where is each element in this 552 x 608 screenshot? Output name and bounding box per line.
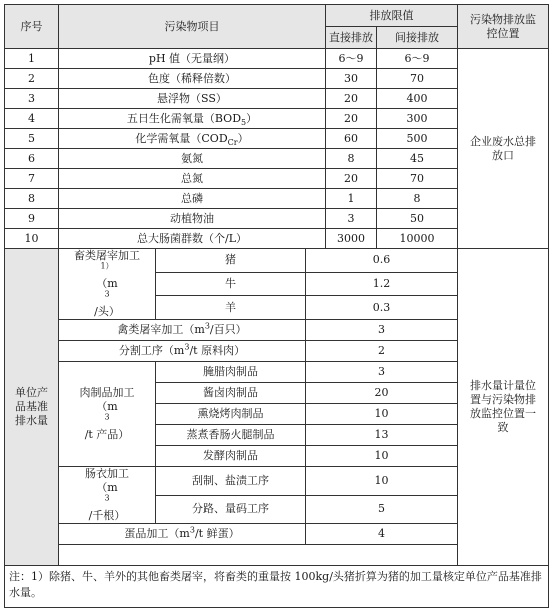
subitem-value: 3 [306,362,458,383]
subitem-name: 牛 [156,272,306,296]
discharge-limits-table [4,4,549,608]
subitem-value: 20 [306,383,458,404]
pollutant-name: 悬浮物（SS） [59,89,326,109]
direct-limit: 60 [326,129,377,149]
cutting-label: 分割工序（$m^3/t$ 原料肉） [59,341,306,362]
row-number: 5 [5,129,59,149]
pollutant-monitor-location: 企业废水总排 放口 [458,49,549,249]
pollutant-name: 总磷 [59,189,326,209]
subitem-name: 刮制、盐渍工序 [156,467,306,496]
pollutant-name: 总氮 [59,169,326,189]
direct-limit: 3000 [326,229,377,249]
direct-limit: 3 [326,209,377,229]
unit-section-label: 单位产 品基准 排水量 [5,249,59,566]
eggs-value: 4 [306,524,458,545]
subitem-value: 13 [306,425,458,446]
pollutant-name: 化学需氧量$(COD_{Cr})$ [59,129,326,149]
livestock-group-label: 畜类屠宰加工 $^{1)}$ （m $^3$ /头） [59,249,156,320]
header-direct: 直接排放 [326,27,377,49]
row-number: 4 [5,109,59,129]
note-row [5,566,549,608]
subitem-value: 0.6 [306,249,458,273]
table-footnote: 注：1）除猪、牛、羊外的其他畜类屠宰，将畜类的重量按 100kg/头猪折算为猪的加工量核定单位产品基准排水量。 [5,566,549,608]
subitem-name: 羊 [156,296,306,320]
indirect-limit: 45 [377,149,458,169]
pollutant-name: 总大肠菌群数（个/L） [59,229,326,249]
unit-monitor-location: 排水量计量位 置与污染物排 放监控位置一 致 [458,249,549,566]
indirect-limit: 8 [377,189,458,209]
subitem-name: 熏烧烤肉制品 [156,404,306,425]
subitem-name: 发酵肉制品 [156,446,306,467]
direct-limit: 20 [326,89,377,109]
row-number: 2 [5,69,59,89]
row-number: 3 [5,89,59,109]
row-number: 7 [5,169,59,189]
poultry-value: 3 [306,320,458,341]
pollutant-row [5,49,549,69]
indirect-limit: 70 [377,69,458,89]
header-row-1 [5,5,549,27]
indirect-limit: 50 [377,209,458,229]
meat-products-group-label: 肉制品加工 （m $^3$ /t 产品） [59,362,156,467]
subitem-name: 分路、量码工序 [156,495,306,524]
subitem-name: 蒸煮香肠火腿制品 [156,425,306,446]
indirect-limit: 6～9 [377,49,458,69]
subitem-value: 5 [306,495,458,524]
subitem-name: 腌腊肉制品 [156,362,306,383]
poultry-label: 禽类屠宰加工（$m^3/$百只） [59,320,306,341]
indirect-limit: 500 [377,129,458,149]
cutting-value: 2 [306,341,458,362]
pollutant-name: 动植物油 [59,209,326,229]
pollutant-name: 色度（稀释倍数） [59,69,326,89]
subitem-name: 酱卤肉制品 [156,383,306,404]
header-indirect: 间接排放 [377,27,458,49]
indirect-limit: 70 [377,169,458,189]
blank-cell [59,545,458,566]
subitem-value: 10 [306,467,458,496]
unit-row-livestock-pig [5,249,549,273]
casing-group-label: 肠衣加工 （m $^3$ /千根） [59,467,156,524]
subitem-name: 猪 [156,249,306,273]
row-number: 8 [5,189,59,209]
header-seq: 序号 [5,5,59,49]
pollutant-name: 五日生化需氧量$(BOD_5)$ [59,109,326,129]
direct-limit: 20 [326,109,377,129]
direct-limit: 30 [326,69,377,89]
eggs-label: 蛋品加工（$m^3/t$ 鲜蛋） [59,524,306,545]
subitem-value: 10 [306,446,458,467]
subitem-value: 0.3 [306,296,458,320]
row-number: 1 [5,49,59,69]
row-number: 10 [5,229,59,249]
indirect-limit: 400 [377,89,458,109]
indirect-limit: 300 [377,109,458,129]
indirect-limit: 10000 [377,229,458,249]
subitem-value: 10 [306,404,458,425]
header-pollutant: 污染物项目 [59,5,326,49]
direct-limit: 6～9 [326,49,377,69]
pollutant-name: pH 值（无量纲） [59,49,326,69]
header-limit: 排放限值 [326,5,458,27]
direct-limit: 8 [326,149,377,169]
subitem-value: 1.2 [306,272,458,296]
pollutant-name: 氨氮 [59,149,326,169]
direct-limit: 20 [326,169,377,189]
row-number: 9 [5,209,59,229]
header-monitor: 污染物排放监 控位置 [458,5,549,49]
direct-limit: 1 [326,189,377,209]
row-number: 6 [5,149,59,169]
